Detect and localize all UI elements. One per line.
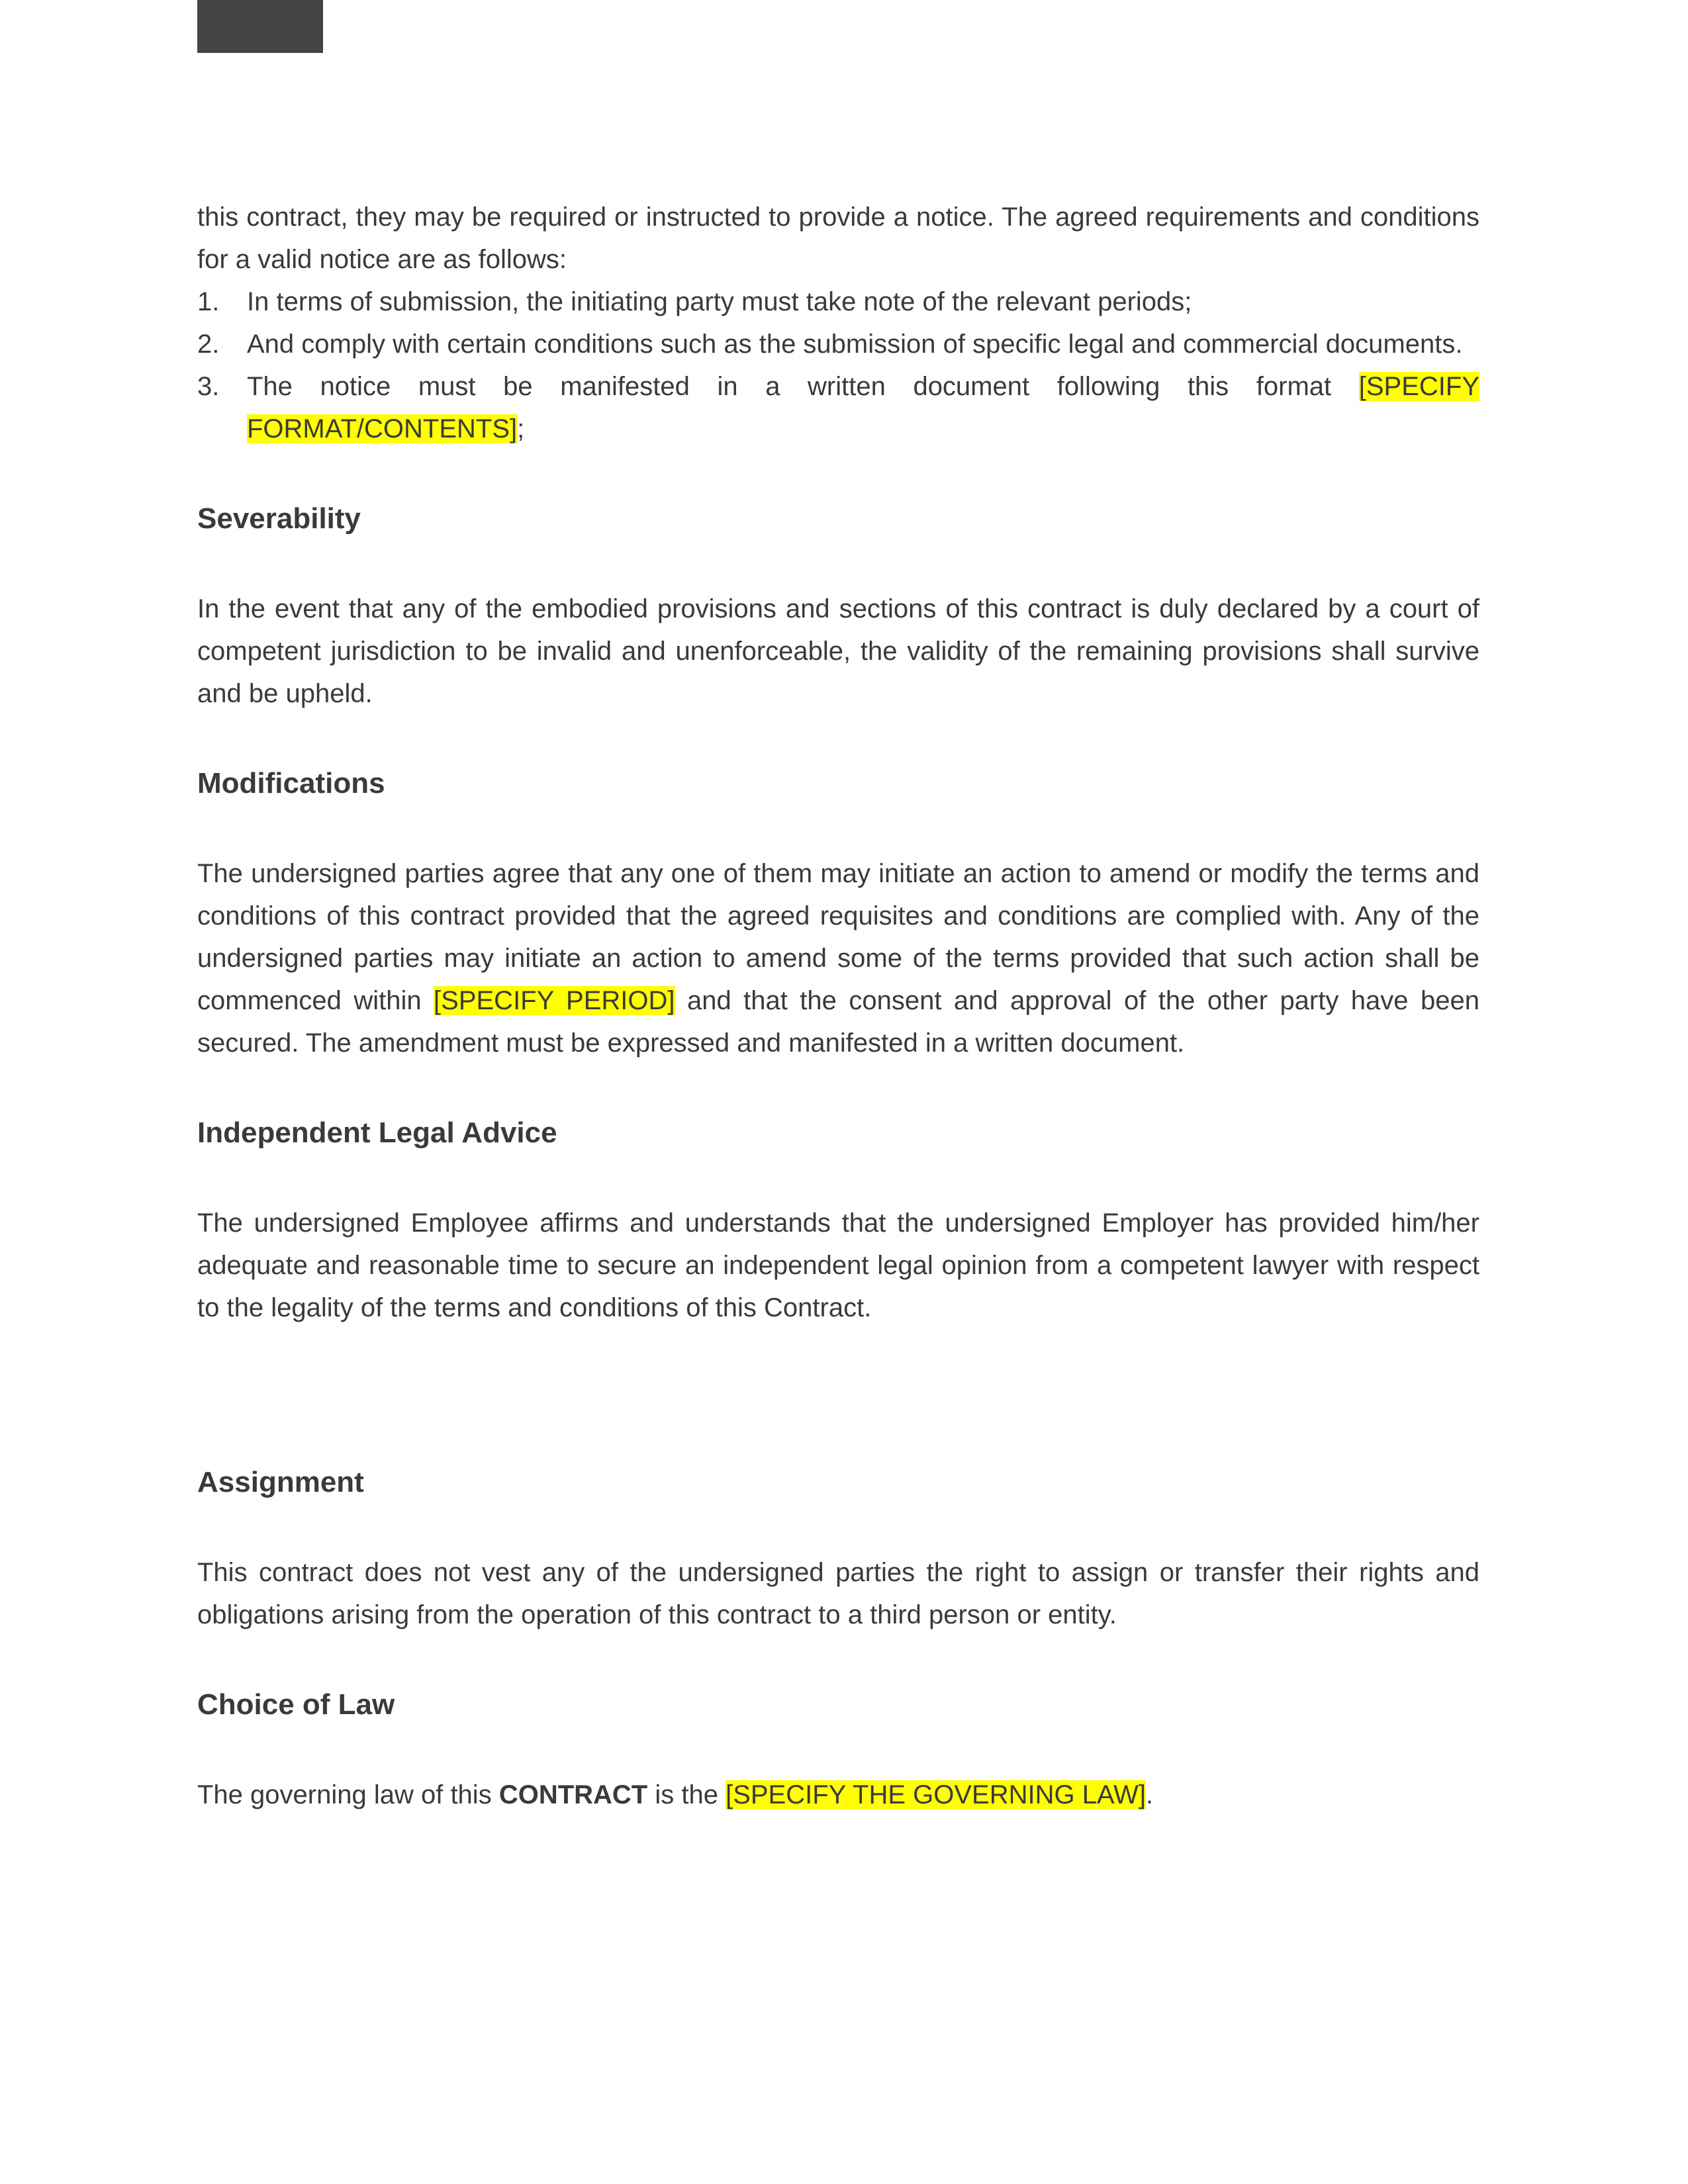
list-item-number: 1. (197, 287, 220, 316)
governing-law-placeholder: [SPECIFY THE GOVERNING LAW] (726, 1780, 1147, 1809)
severability-paragraph: In the event that any of the embodied provisions and sections of this contract is duly declared by a court of competent jurisdiction to be invalid and unenforceable, the validity of the remaining provisions shall survive and be upheld. (197, 594, 1479, 708)
legal-advice-paragraph: The undersigned Employee affirms and understands that the undersigned Employer has provided him/her adequate and reasonable time to secure an independent legal opinion from a competent lawyer with respect to the legality of the terms and conditions of this Contract. (197, 1208, 1479, 1322)
choice-of-law-text-end: . (1146, 1780, 1154, 1809)
document-body (197, 196, 1479, 1816)
choice-of-law-heading: Choice of Law (197, 1688, 395, 1721)
choice-of-law-paragraph (197, 1774, 1479, 1816)
list-item-text: In terms of submission, the initiating party must take note of the relevant periods; (247, 287, 1192, 316)
list-item-text-end: ; (517, 414, 525, 443)
assignment-heading: Assignment (197, 1466, 364, 1498)
choice-of-law-text-middle: is the (647, 1780, 726, 1809)
header-block (197, 0, 323, 53)
severability-heading: Severability (197, 502, 361, 535)
format-placeholder: [SPECIFY FORMAT/CONTENTS] (247, 372, 1479, 443)
modifications-text-end: and that the consent and approval of the other party have been secured. The amendment must be expressed and manifested in a written document. (197, 986, 1479, 1058)
list-item-number: 3. (197, 372, 220, 401)
period-placeholder: [SPECIFY PERIOD] (434, 986, 675, 1015)
list-item-text: The notice must be manifested in a written document following this format (247, 372, 1359, 401)
list-item (197, 365, 1479, 450)
legal-advice-heading: Independent Legal Advice (197, 1116, 557, 1149)
contract-term: CONTRACT (498, 1780, 648, 1809)
list-item-number: 2. (197, 330, 220, 359)
modifications-heading: Modifications (197, 767, 385, 799)
list-item (197, 281, 1479, 323)
list-item (197, 323, 1479, 365)
assignment-paragraph: This contract does not vest any of the undersigned parties the right to assign or transfer their rights and obligations arising from the operation of this contract to a third person or entity. (197, 1558, 1479, 1629)
notice-requirements-list (197, 281, 1479, 450)
choice-of-law-text: The governing law of this (197, 1780, 499, 1809)
intro-paragraph: this contract, they may be required or instructed to provide a notice. The agreed requirements and conditions for a valid notice are as follows: (197, 203, 1479, 274)
modifications-text: The undersigned parties agree that any one of them may initiate an action to amend or modify the terms and conditions of this contract provided that the agreed requisites and conditions are complied with. Any of the undersigned parties may initiate an action to amend some of the terms provided that such action shall be commenced within (197, 859, 1479, 1015)
list-item-text: And comply with certain conditions such as the submission of specific legal and commercial documents. (247, 330, 1463, 359)
modifications-paragraph (197, 852, 1479, 1064)
